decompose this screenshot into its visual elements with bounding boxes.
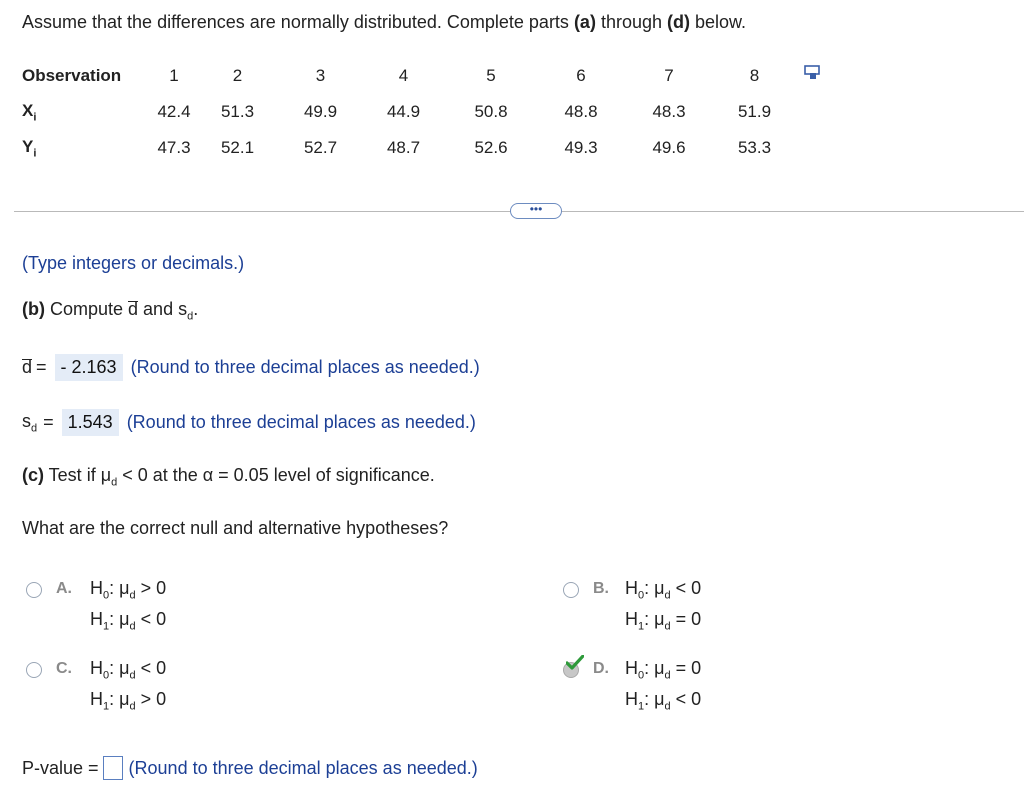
option-d-h1: $H_1$: $\mu_d < 0$ (625, 689, 702, 713)
type-note: (Type integers or decimals.) (22, 253, 245, 273)
pvalue-line (22, 756, 478, 780)
y-cell: 47.3 (157, 138, 191, 157)
dbar-round-note: (Round to three decimal places as needed.) (130, 357, 480, 377)
copy-table-icon[interactable] (804, 65, 822, 81)
observation-cell: 5 (486, 66, 496, 85)
x-cell: 48.8 (564, 102, 598, 121)
dbar-answer-line: d = - 2.163 (Round to three decimal places as needed.) (22, 354, 480, 381)
y-cell: 52.6 (474, 138, 508, 157)
option-b-letter: B. (593, 580, 609, 597)
y-header: $Y_i$ (22, 136, 37, 160)
option-b-h0: $H_0$: $\mu_d < 0$ (625, 578, 702, 602)
x-header: $X_i$ (22, 100, 37, 124)
observation-table (22, 58, 796, 166)
option-c-h1: $H_1$: $\mu_d > 0$ (90, 689, 167, 713)
pvalue-label: P-value = (22, 757, 99, 778)
y-cell: 52.7 (303, 138, 338, 157)
x-cell: 44.9 (386, 102, 421, 121)
observation-cell: 1 (169, 66, 179, 85)
option-b-h1: $H_1$: $\mu_d = 0$ (625, 609, 702, 633)
x-cell: 49.9 (303, 102, 338, 121)
y-cell: 49.6 (652, 138, 686, 157)
observation-cell: 8 (749, 66, 760, 85)
x-cell: 42.4 (157, 102, 191, 121)
part-c-prompt: (c) Test if $\mu_d < 0$ at the α = 0.05 level of significance. (22, 465, 435, 489)
x-cell: 51.3 (220, 102, 255, 121)
option-a-letter: A. (56, 580, 72, 597)
observation-cell: 4 (398, 66, 409, 85)
observation-cell: 2 (232, 66, 243, 85)
option-c-letter: C. (56, 660, 72, 677)
y-cell: 52.1 (220, 138, 255, 157)
pvalue-round-note: (Round to three decimal places as needed.) (128, 757, 478, 778)
sd-round-note: (Round to three decimal places as needed.) (126, 412, 476, 432)
pvalue-input[interactable] (103, 756, 123, 780)
sd-answer-value[interactable]: 1.543 (62, 409, 119, 436)
observation-row (22, 58, 796, 94)
x-cell: 48.3 (652, 102, 686, 121)
instruction-text: Assume that the differences are normally distributed. Complete parts (a) through (d) below. (22, 12, 747, 32)
correct-check-icon (566, 655, 584, 671)
option-a-h0: $H_0$: $\mu_d > 0$ (90, 578, 167, 602)
part-b-prompt: (b) Compute d and $s_d$. (22, 299, 199, 323)
x-cell: 50.8 (474, 102, 508, 121)
observation-header: Observation (22, 66, 122, 85)
y-cell: 48.7 (386, 138, 421, 157)
y-row (22, 130, 796, 166)
y-cell: 53.3 (737, 138, 772, 157)
expand-more-button[interactable]: ••• (510, 203, 562, 219)
option-a-radio[interactable] (26, 582, 42, 598)
observation-cell: 7 (664, 66, 674, 85)
option-b-radio[interactable] (563, 582, 579, 598)
option-c-radio[interactable] (26, 662, 42, 678)
observation-cell: 6 (576, 66, 586, 85)
hypotheses-question: What are the correct null and alternative hypotheses? (22, 518, 449, 538)
x-row (22, 94, 796, 130)
option-c-h0: $H_0$: $\mu_d < 0$ (90, 658, 167, 682)
observation-cell: 3 (315, 66, 326, 85)
option-d-h0: $H_0$: $\mu_d = 0$ (625, 658, 702, 682)
y-cell: 49.3 (564, 138, 598, 157)
x-cell: 51.9 (737, 102, 772, 121)
option-a-h1: $H_1$: $\mu_d < 0$ (90, 609, 167, 633)
sd-symbol: $s_d$ (22, 410, 38, 435)
dbar-symbol: d (22, 357, 33, 377)
dbar-answer-value[interactable]: - 2.163 (55, 354, 123, 381)
option-d-letter: D. (593, 660, 609, 677)
sd-answer-line: $s_d$ = 1.543 (Round to three decimal places as needed.) (22, 410, 476, 435)
